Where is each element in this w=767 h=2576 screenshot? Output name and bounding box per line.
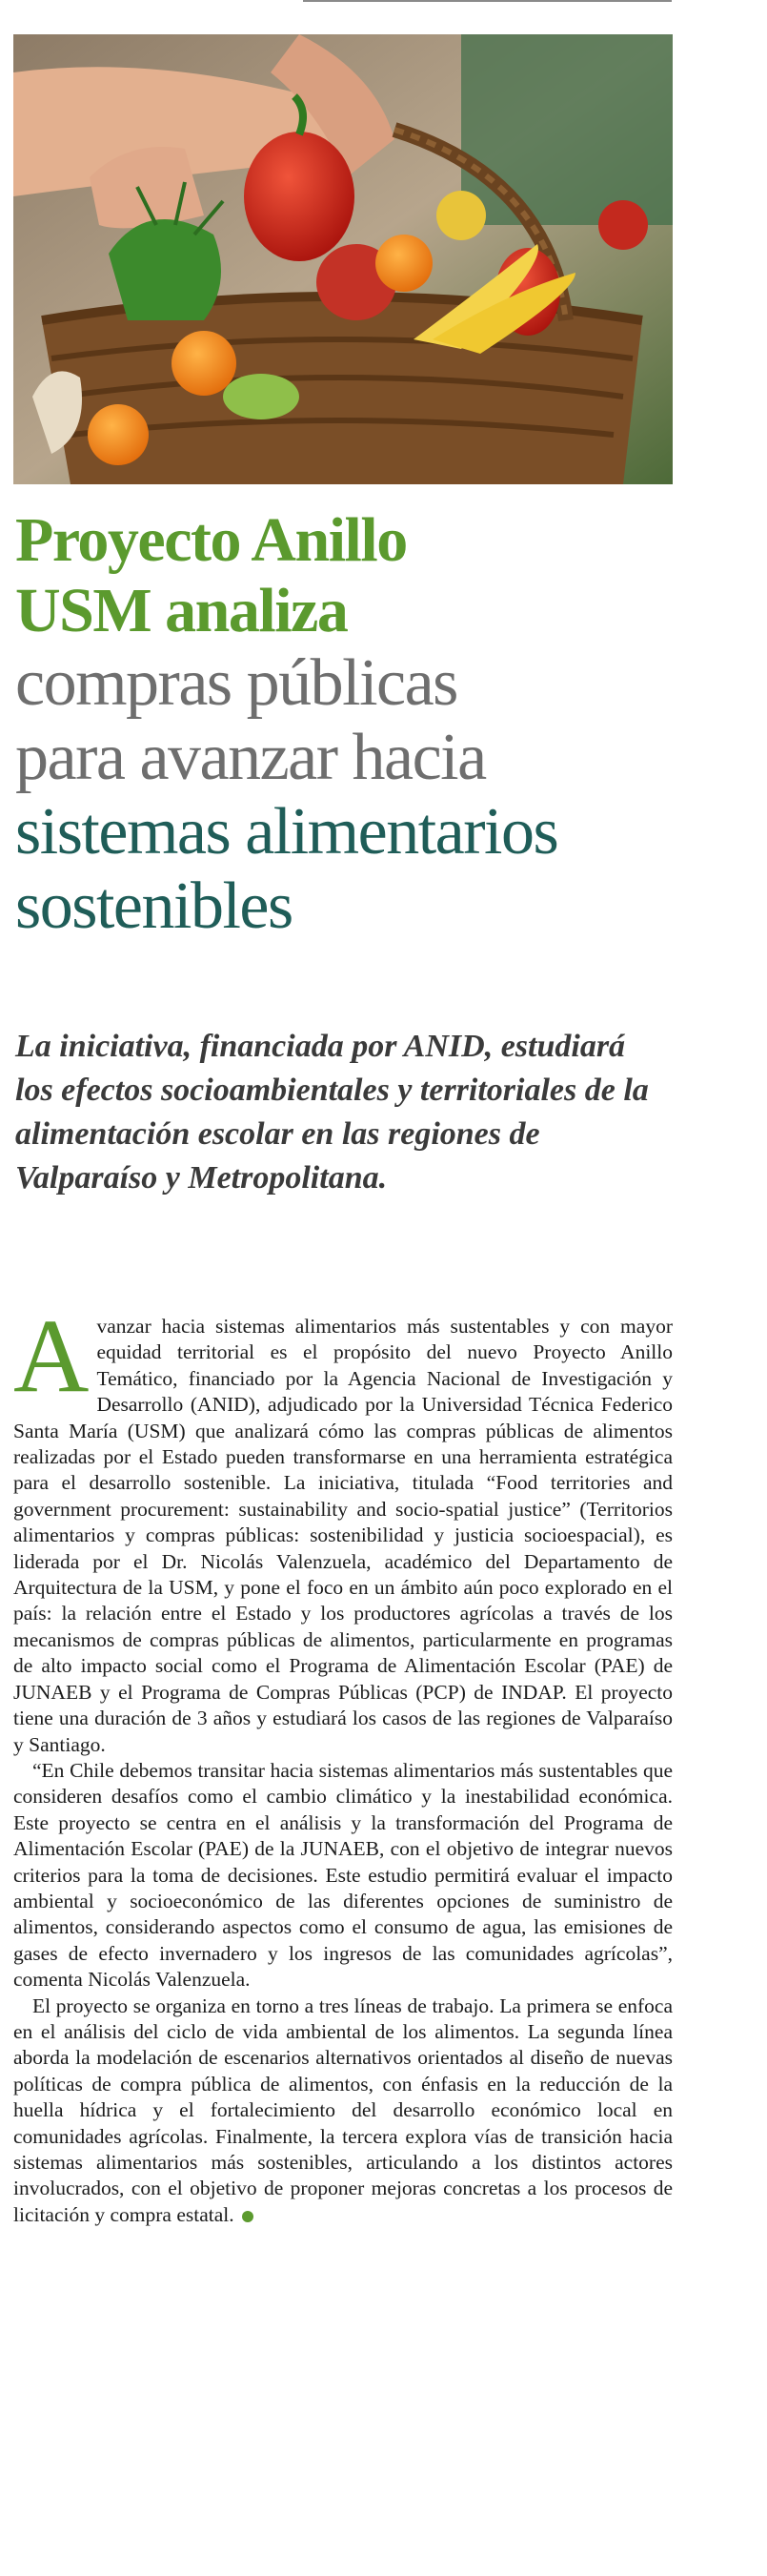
body-paragraph-1	[13, 1298, 673, 1758]
body-paragraph-3-text: El proyecto se organiza en torno a tres líneas de trabajo. La primera se enfoca en el análisis del ciclo de vida ambiental de los alimentos. La segunda línea aborda la modelación de escenarios alternativos orientados al diseño de nuevas políticas de compra pública de alimentos, con énfasis en la reducción de la huella hídrica y el fortalecimiento del desarrollo económico local en comunidades agrícolas. Finalmente, la tercera explora vías de transición hacia sistemas alimentarios más sostenibles, articulando a los distintos actores involucrados, con el objetivo de proponer mejoras concretas a los procesos de licitación y compra estatal.	[13, 1993, 673, 2226]
lead-paragraph: La iniciativa, financiada por ANID, estudiará los efectos socioambientales y territoriales de la alimentación escolar en las regiones de Valparaíso y Metropolitana.	[15, 1029, 649, 1196]
headline-line-6: sostenibles	[15, 869, 293, 943]
headline-line-2: USM analiza	[15, 576, 348, 645]
body-paragraph-1-text: vanzar hacia sistemas alimentarios más sustentables y con mayor equidad territorial es el propósito del nuevo Proyecto Anillo Temático, financiado por la Agencia Nacional de Investigación y Desarrollo (ANID), adjudicado por la Universidad Técnica Federico Santa María (USM) que analizará cómo las compras públicas de alimentos realizadas por el Estado pueden transformarse en una herramienta estratégica para el desarrollo sostenible. La iniciativa, titulada “Food territories and government procurement: sustainability and socio-spatial justice” (Territorios alimentarios y compras públicas: sostenibilidad y justicia socioespacial), es liderada por el Dr. Nicolás Valenzuela, académico del Departamento de Arquitectura de la USM, y pone el foco en un ámbito aún poco explorado en el país: la relación entre el Estado y los productores agrícolas a través de los mecanismos de compras públicas de alimentos, particularmente en programas de alto impacto social como el Programa de Alimentación Escolar (PAE) de JUNAEB y el Programa de Compras Públicas (PCP) de INDAP. El proyecto tiene una duración de 3 años y estudiará los casos de las regiones de Valparaíso y Santiago.	[13, 1315, 673, 1756]
headline-line-3: compras públicas	[15, 646, 457, 720]
headline-line-5: sistemas alimentarios	[15, 795, 558, 869]
vegetable-basket-photo	[13, 34, 673, 484]
article-body	[13, 1298, 673, 2228]
drop-cap: A	[13, 1298, 90, 1414]
headline	[15, 505, 673, 944]
end-mark-icon	[242, 2211, 253, 2222]
headline-line-1: Proyecto Anillo	[15, 505, 407, 575]
body-paragraph-3	[13, 1993, 673, 2229]
headline-line-4: para avanzar hacia	[15, 721, 486, 794]
top-divider	[303, 0, 672, 2]
body-paragraph-2: “En Chile debemos transitar hacia sistemas alimentarios más sustentables que consideren desafíos como el cambio climático y la inestabilidad económica. Este proyecto se centra en el análisis y la transformación del Programa de Alimentación Escolar (PAE) de la JUNAEB, con el objetivo de integrar nuevos criterios para la toma de decisiones. Este estudio permitirá evaluar el impacto ambiental y socioeconómico de las diferentes opciones de suministro de alimentos, considerando aspectos como el consumo de agua, las emisiones de gases de efecto invernadero y los ingresos de las comunidades agrícolas”, comenta Nicolás Valenzuela.	[13, 1758, 673, 1992]
